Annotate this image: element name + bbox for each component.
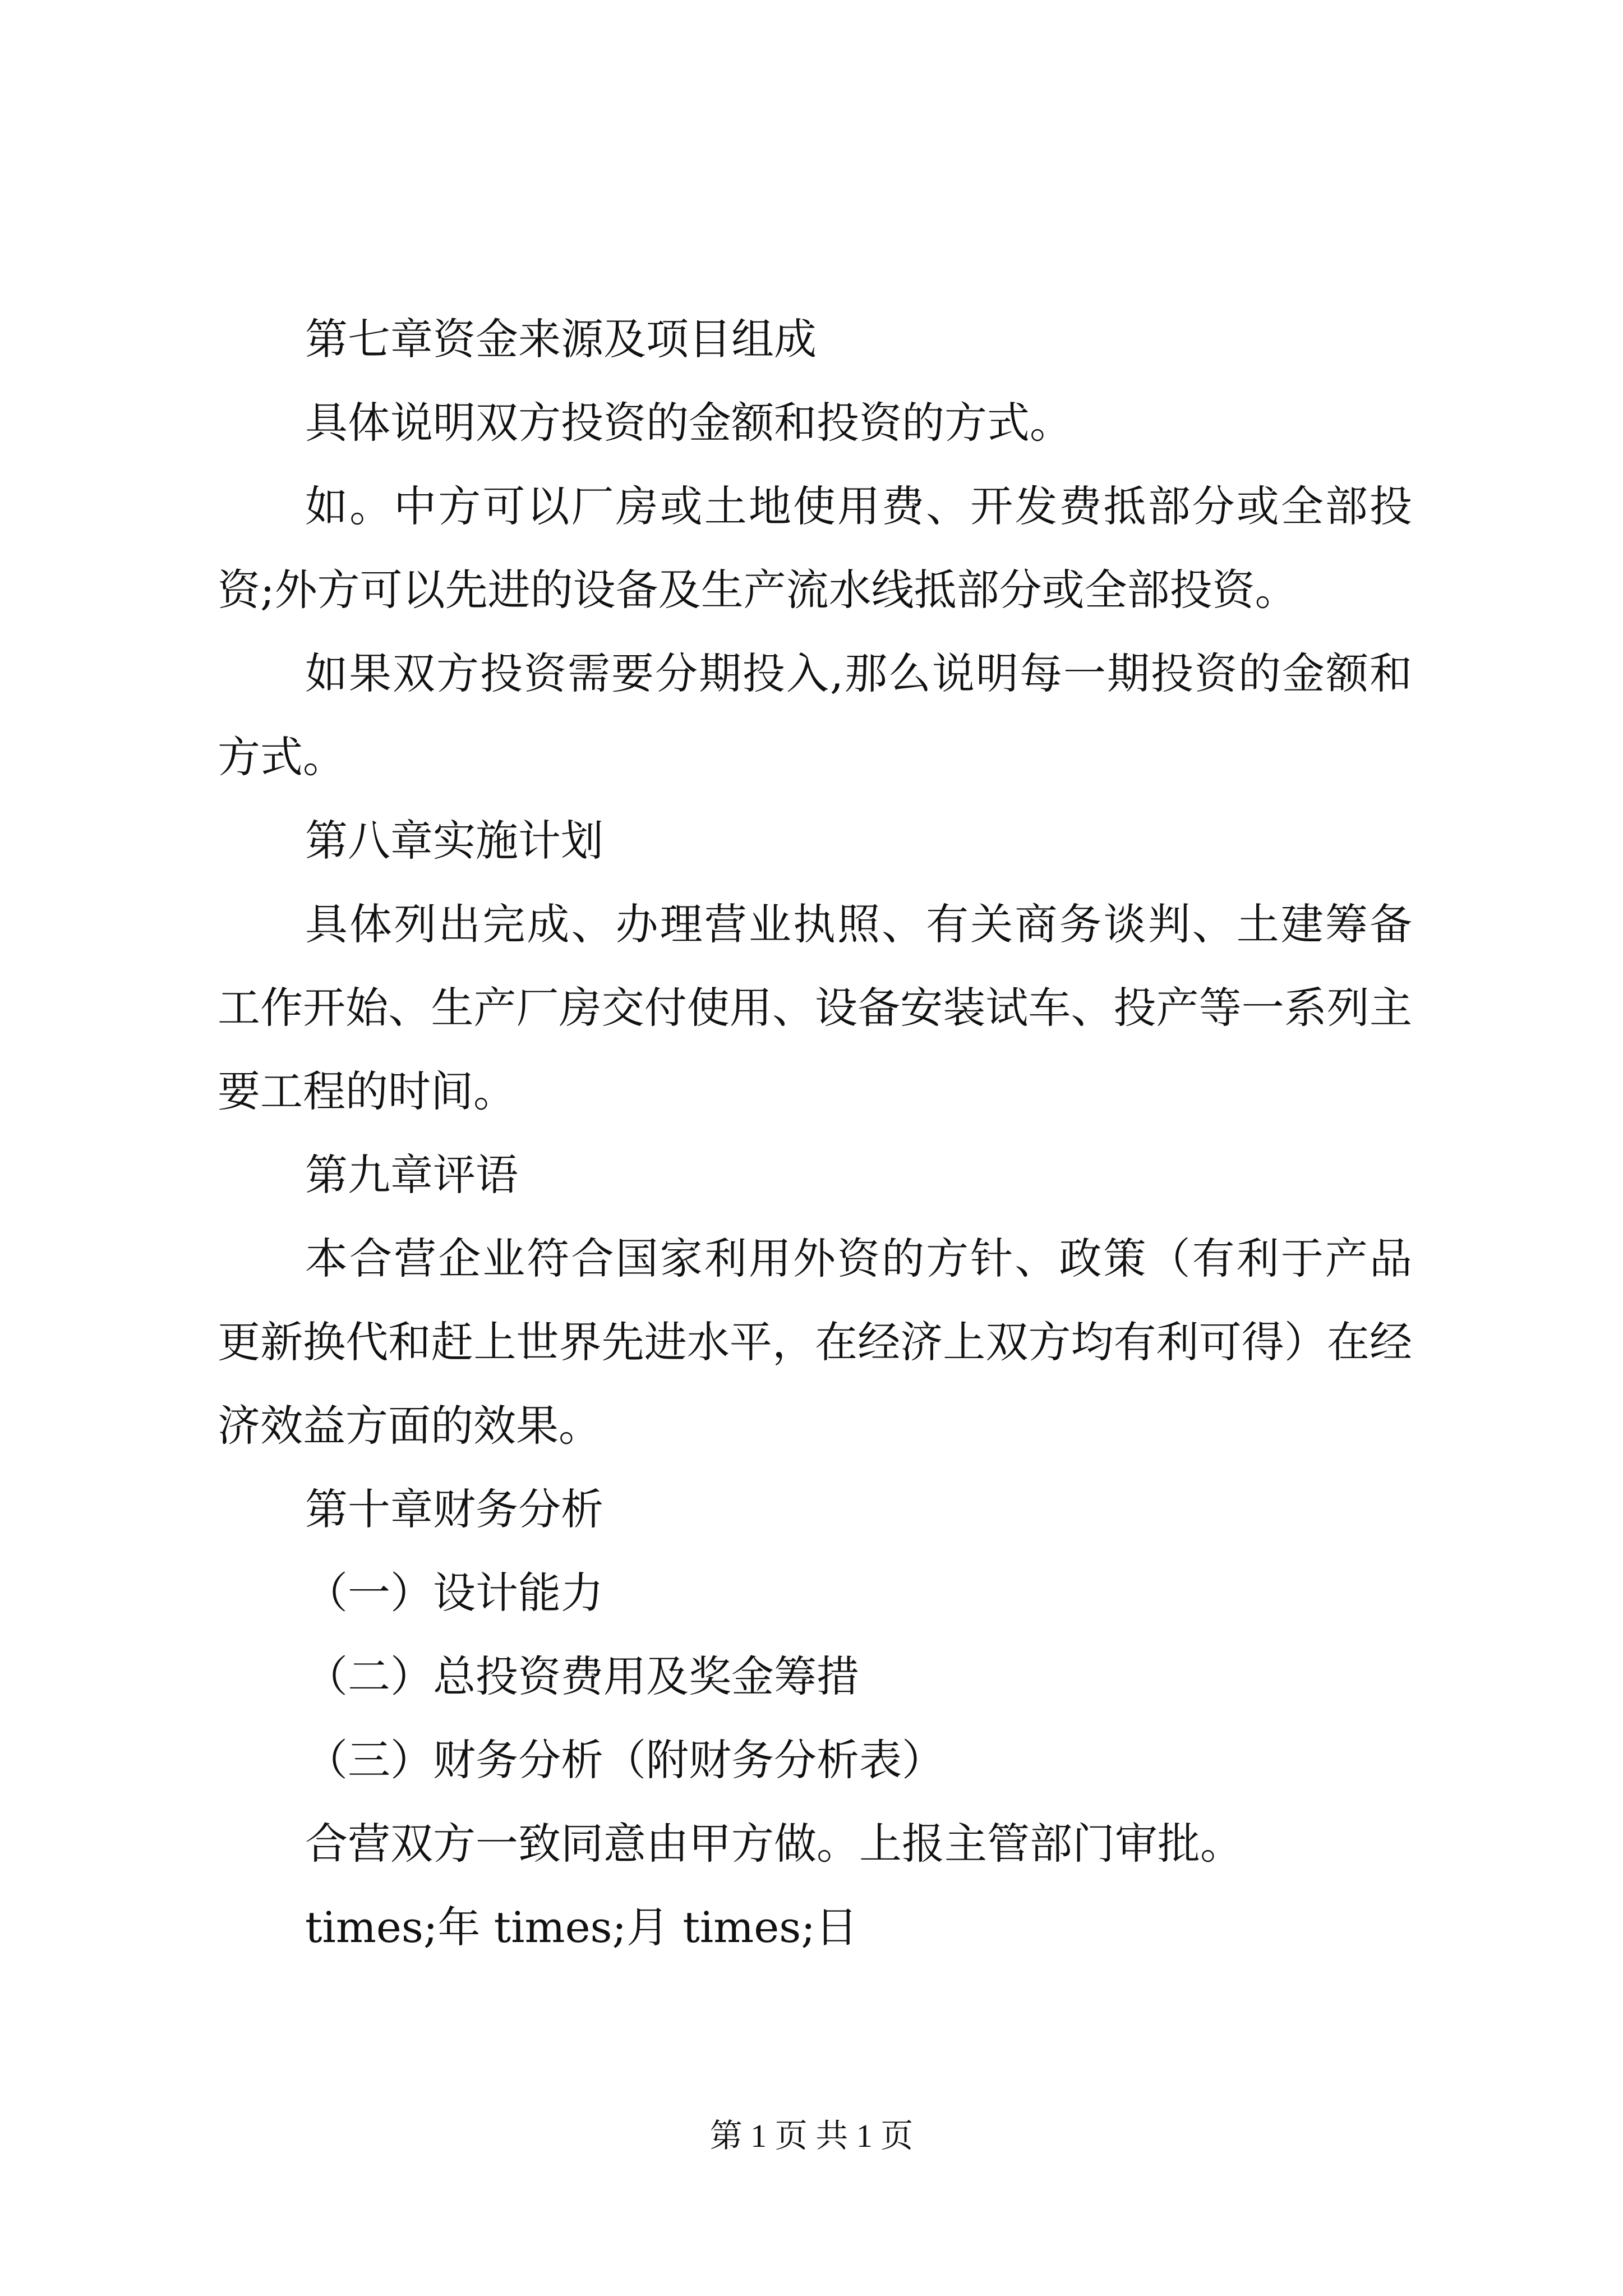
paragraph: 合营双方一致同意由甲方做。上报主管部门审批。 bbox=[305, 1819, 1243, 1869]
list-item: （二）总投资费用及奖金筹措 bbox=[305, 1651, 859, 1701]
chapter-heading-10: 第十章财务分析 bbox=[305, 1484, 603, 1534]
list-item: （三）财务分析（附财务分析表） bbox=[305, 1735, 944, 1785]
chapter-heading-8: 第八章实施计划 bbox=[305, 816, 603, 866]
chapter-heading-7: 第七章资金来源及项目组成 bbox=[305, 314, 817, 364]
paragraph: 如。中方可以厂房或土地使用费、开发费抵部分或全部投资;外方可以先进的设备及生产流水线抵部分或全部投资。 bbox=[218, 481, 1412, 615]
list-item: （一）设计能力 bbox=[305, 1568, 603, 1618]
paragraph: 具体列出完成、办理营业执照、有关商务谈判、土建筹备工作开始、生产厂房交付使用、设备安装试车、投产等一系列主要工程的时间。 bbox=[218, 899, 1412, 1116]
page-footer: 第 1 页 共 1 页 bbox=[709, 2118, 914, 2154]
paragraph: 本合营企业符合国家利用外资的方针、政策（有利于产品更新换代和赶上世界先进水平，在经济上双方均有利可得）在经济效益方面的效果。 bbox=[218, 1234, 1412, 1451]
chapter-heading-9: 第九章评语 bbox=[305, 1150, 518, 1200]
paragraph: 具体说明双方投资的金额和投资的方式。 bbox=[305, 398, 1072, 448]
document-body bbox=[218, 297, 1412, 1969]
paragraph: 如果双方投资需要分期投入,那么说明每一期投资的金额和方式。 bbox=[218, 648, 1412, 782]
date-line: times;年 times;月 times;日 bbox=[305, 1902, 858, 1952]
